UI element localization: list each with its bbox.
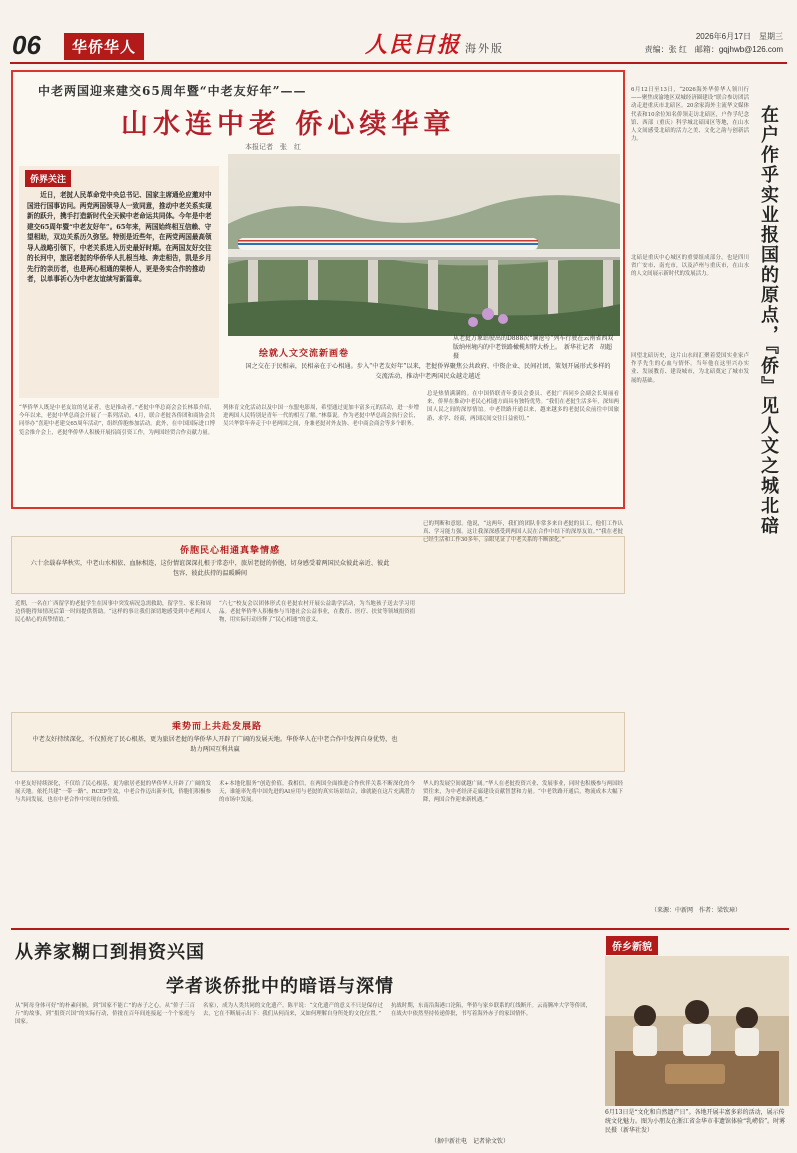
paper-name [365,28,504,59]
paper-subtitle: 海外版 [465,42,505,55]
lower-sections [11,512,625,926]
bottom-title-2: 学者谈侨批中的暗语与深情 [166,976,394,997]
issue-date: 2026年6月17日 星期三 [695,32,783,41]
right-text-1: 6月12日至13日，“2026海外华侨华人领川行——聚焦成渝地区双城经济圈建设”联合参访团活动走进重庆市北碚区。20余家海外主流华文媒体代表和10余位知名侨领走访北碚区，户作孚纪念馆、西部（重庆）科学城北碚园区等地，在山水人文间感受北碚的活力之美、文化之韵与创新活力。 [631,87,749,143]
right-credit: （来源：中新网 作者：梁钦璋） [651,907,742,914]
body-column-8: 术+本地化服务”创造价值。我相信，在两国全面推进合作伙伴关系不断深化的今天，谁能率先将中国先进的AI应用与老挝的真实场景结合，谁就能在这片充满潜力的市场中发展。 [219,781,415,804]
feature-title: 山水连中老 侨心续华章 [121,109,456,140]
subheading-2: 侨胞民心相通真挚情感 [180,546,281,556]
bottom-title-1: 从养家糊口到捐资兴国 [15,942,205,963]
bottom-article [11,928,789,1150]
photo-caption: 从老挝万象站驶出的D888次“澜沧号”列车行驶在云南省西双版纳州境内的中老铁路橄榄坝特大桥上。 新华社记者 胡超摄 [453,335,614,360]
bottom-credit: （据中新社电 记者徐文钦） [431,1138,510,1145]
deck-2: 六十余载春华秋实，中老山水相依、血脉相连，这份情谊深深扎根于常态中，旅居老挝的侨胞，切身感受着两国民众彼此亲近、彼此包容、彼此扶持的温暖瞬间 [30,560,390,577]
subheading-3: 乘势而上共赴发展路 [172,722,263,732]
right-headline: 在户作乎实业报国的原点，『侨』见人文之城北碚 [758,105,779,536]
bottom-photo-caption: 6月13日是“文化和自然遗产日”。各地开展丰富多彩的活动，展示传统文化魅力。图为小朋友在浙江省金华市非遗馆体验“乳崂俗”。时雾民摄（新华社发） [605,1109,786,1134]
body-column-3: 总是热情满满的。在中国侨联青年委员会委员、老挝广西同乡会副会长周丽看来，侨界在推动中老民心相通方面具有独特优势。“我们在老挝生活多年，深知两国人民之间的深厚情谊。中老铁路开通以来，越来越多的老挝民众前往中国旅游、求学、经商，两国民间交往日益密切。” [427,391,619,422]
body-column-4: 近期，一名在广西留学的老挝学生在因事中突发病况急需救助，留学生、家长和周边侨胞得知情况后第一时间提供帮助。“这样的事让我们深切地感受到中老两国人民心贴心的真挚情谊。” [15,601,211,624]
right-text-2: 北碚是重庆中心城区的重要组成部分，也是四川省广安市、南充市，以及泸州与重庆市，在山水的人文间展示新时代的发展活力。 [631,255,749,278]
body-column-2: 列体育文化活动以及中国一东盟电影周，希望通过更加丰富多元的活动，进一步增进两国人民特别是青年一代的相互了解。”林慕说。作为老挝中华总商会执行会长，吴兴华常年奔走于中老两国之间，身兼老挝对外友协、老中商会商会等多个职务。 [223,405,419,428]
bottom-column-2: 名家），成为人类共同的文化遗产。陈平说：“文化遗产的意义不只是保存过去，它在不断展示出下：我们从何而来，又如何理解自身所处的文化位置。” [203,1003,383,1018]
section-tag: 华侨华人 [64,33,144,60]
editor-info: 责编：张 红 邮箱：gqjhwb@126.com [644,45,783,54]
railway-bridge-photo [228,154,620,336]
lead-box [19,166,219,398]
deck-3: 中老友好持续深化，不仅照亮了民心根基，更为旅居老挝的华侨华人开辟了广阔的发展天地。华侨华人在中老合作中发挥自身优势，也助力两国互利共赢 [32,736,398,753]
masthead [10,28,787,64]
body-column-7: 中老友好持续深化，不仅给了民心根基，更为旅居老挝的华侨华人开辟了广阔的发展天地。依托共建“一带一路”、RCEP生效，中老合作迈出新步伐，侨胞们积极参与共同发展，也在中老合作中实现自身价值。 [15,781,211,804]
feature-kicker: 中老两国迎来建交65周年暨“中老友好年”—— [38,84,307,98]
bottom-column-3: 抗战时期，东南沿海港口沦陷，华侨与家乡联系的红线断开。云南腾冲大学等侨团，在战火中依然坚持传递侨批，书写着海外赤子的家国情怀。 [391,1003,591,1018]
body-column-6: 已的判断和意愿。他说，“这两年，我们的团队非常多来自老挝的员工，他们工作认真、学习能力强。这让我深深感受到两国人民在合作中结下的深厚友谊。”“我在老挝已经生活和工作30多年，亲眼见证了中老关系的不断深化。” [423,521,623,544]
feature-article [11,70,625,509]
lead-text: 近日，老挝人民革命党中央总书记、国家主席通伦应邀对中国进行国事访问。两党两国领导人一致同意，推动中老关系实现新的跃升，携手打造新时代全天候中老命运共同体。今年是中老建交65周年暨“中老友好年”。65年来，两国始终相互信赖、守望相助，双边关系历久弥坚。特别是近些年，在两党两国最高领导人战略引领下，中老关系进入历史最好时期。在两国友好交往的长河中，旅居老挝的华侨华人扎根当地、奔走相告，凯是乡月先行的亲历者，也是两心相通的架桥人，更是务实合作的推动者，以单事祈心为中老友谊续写新篇章。 [27,191,212,283]
lead-label: 侨界关注 [25,170,71,187]
body-column-9: 华人的发展空间就越广阔。”华人在老挝投资兴业、发展事业，同时也积极参与两国经贸往来，为中老经济走廊建设贡献智慧和力量。“中老铁路开通后，物流成本大幅下降，两国合作迎来新机遇。” [423,781,623,804]
feature-byline: 本报记者 张 红 [245,143,301,151]
body-column-1: “华侨华人既是中老友谊的见证者，也是推动者。”老挝中华总商会会长林慕介绍，今年以来，老挝中华总商会开展了一系列活动。4月，联合老挝各侨团和商协会共同举办“喜迎中老建交65周年活动”，组织侨胞参加活动。此外，在中国国际进口博览会推介会上，老挝华侨华人积极开展招商引资工作，为两国经贸合作贡献力量。 [19,405,215,436]
new-scene-tag: 侨乡新貌 [606,936,658,955]
body-column-5: “六七”校友会以团体形式在老挝农村开展公益助学活动，为当地孩子送去学习用品。老挝华侨华人积极参与当地社会公益事业，在教育、医疗、扶贫等领域捐资捐物，用实际行动诠释了“民心相通”的意义。 [219,601,415,624]
right-text-3: 回望北碚历史，这片山水间汇聚着爱国实业家卢作孚先生的心血与情怀。当年他在这里兴办实业、发展教育、建设城市，为北碚奠定了城市发展的基础。 [631,353,749,384]
subheading-1: 绘就人文交流新画卷 [259,349,350,359]
paper-title: 人民日报 [365,32,462,58]
right-column [631,70,789,920]
heritage-activity-photo [605,956,789,1106]
deck-1: 国之交在于民相亲，民相亲在于心相通。步入“中老友好年”以来，老挝侨界聚焦公共政府、中资企业、民间社团，策划开展形式多样的交流活动，推动中老两国民众越走越近 [245,363,611,380]
masthead-info [645,30,783,56]
bottom-column-1: 从“阿母身体可好”的朴素问候，到“国家不能亡”的赤子之心，从“侨子三百斤”的故事，到“捐资兴国”的实际行动，侨批在百年间连接起一个个家庭与国家。 [15,1003,195,1026]
page-number: 06 [12,30,41,60]
section-3-box [11,712,625,772]
